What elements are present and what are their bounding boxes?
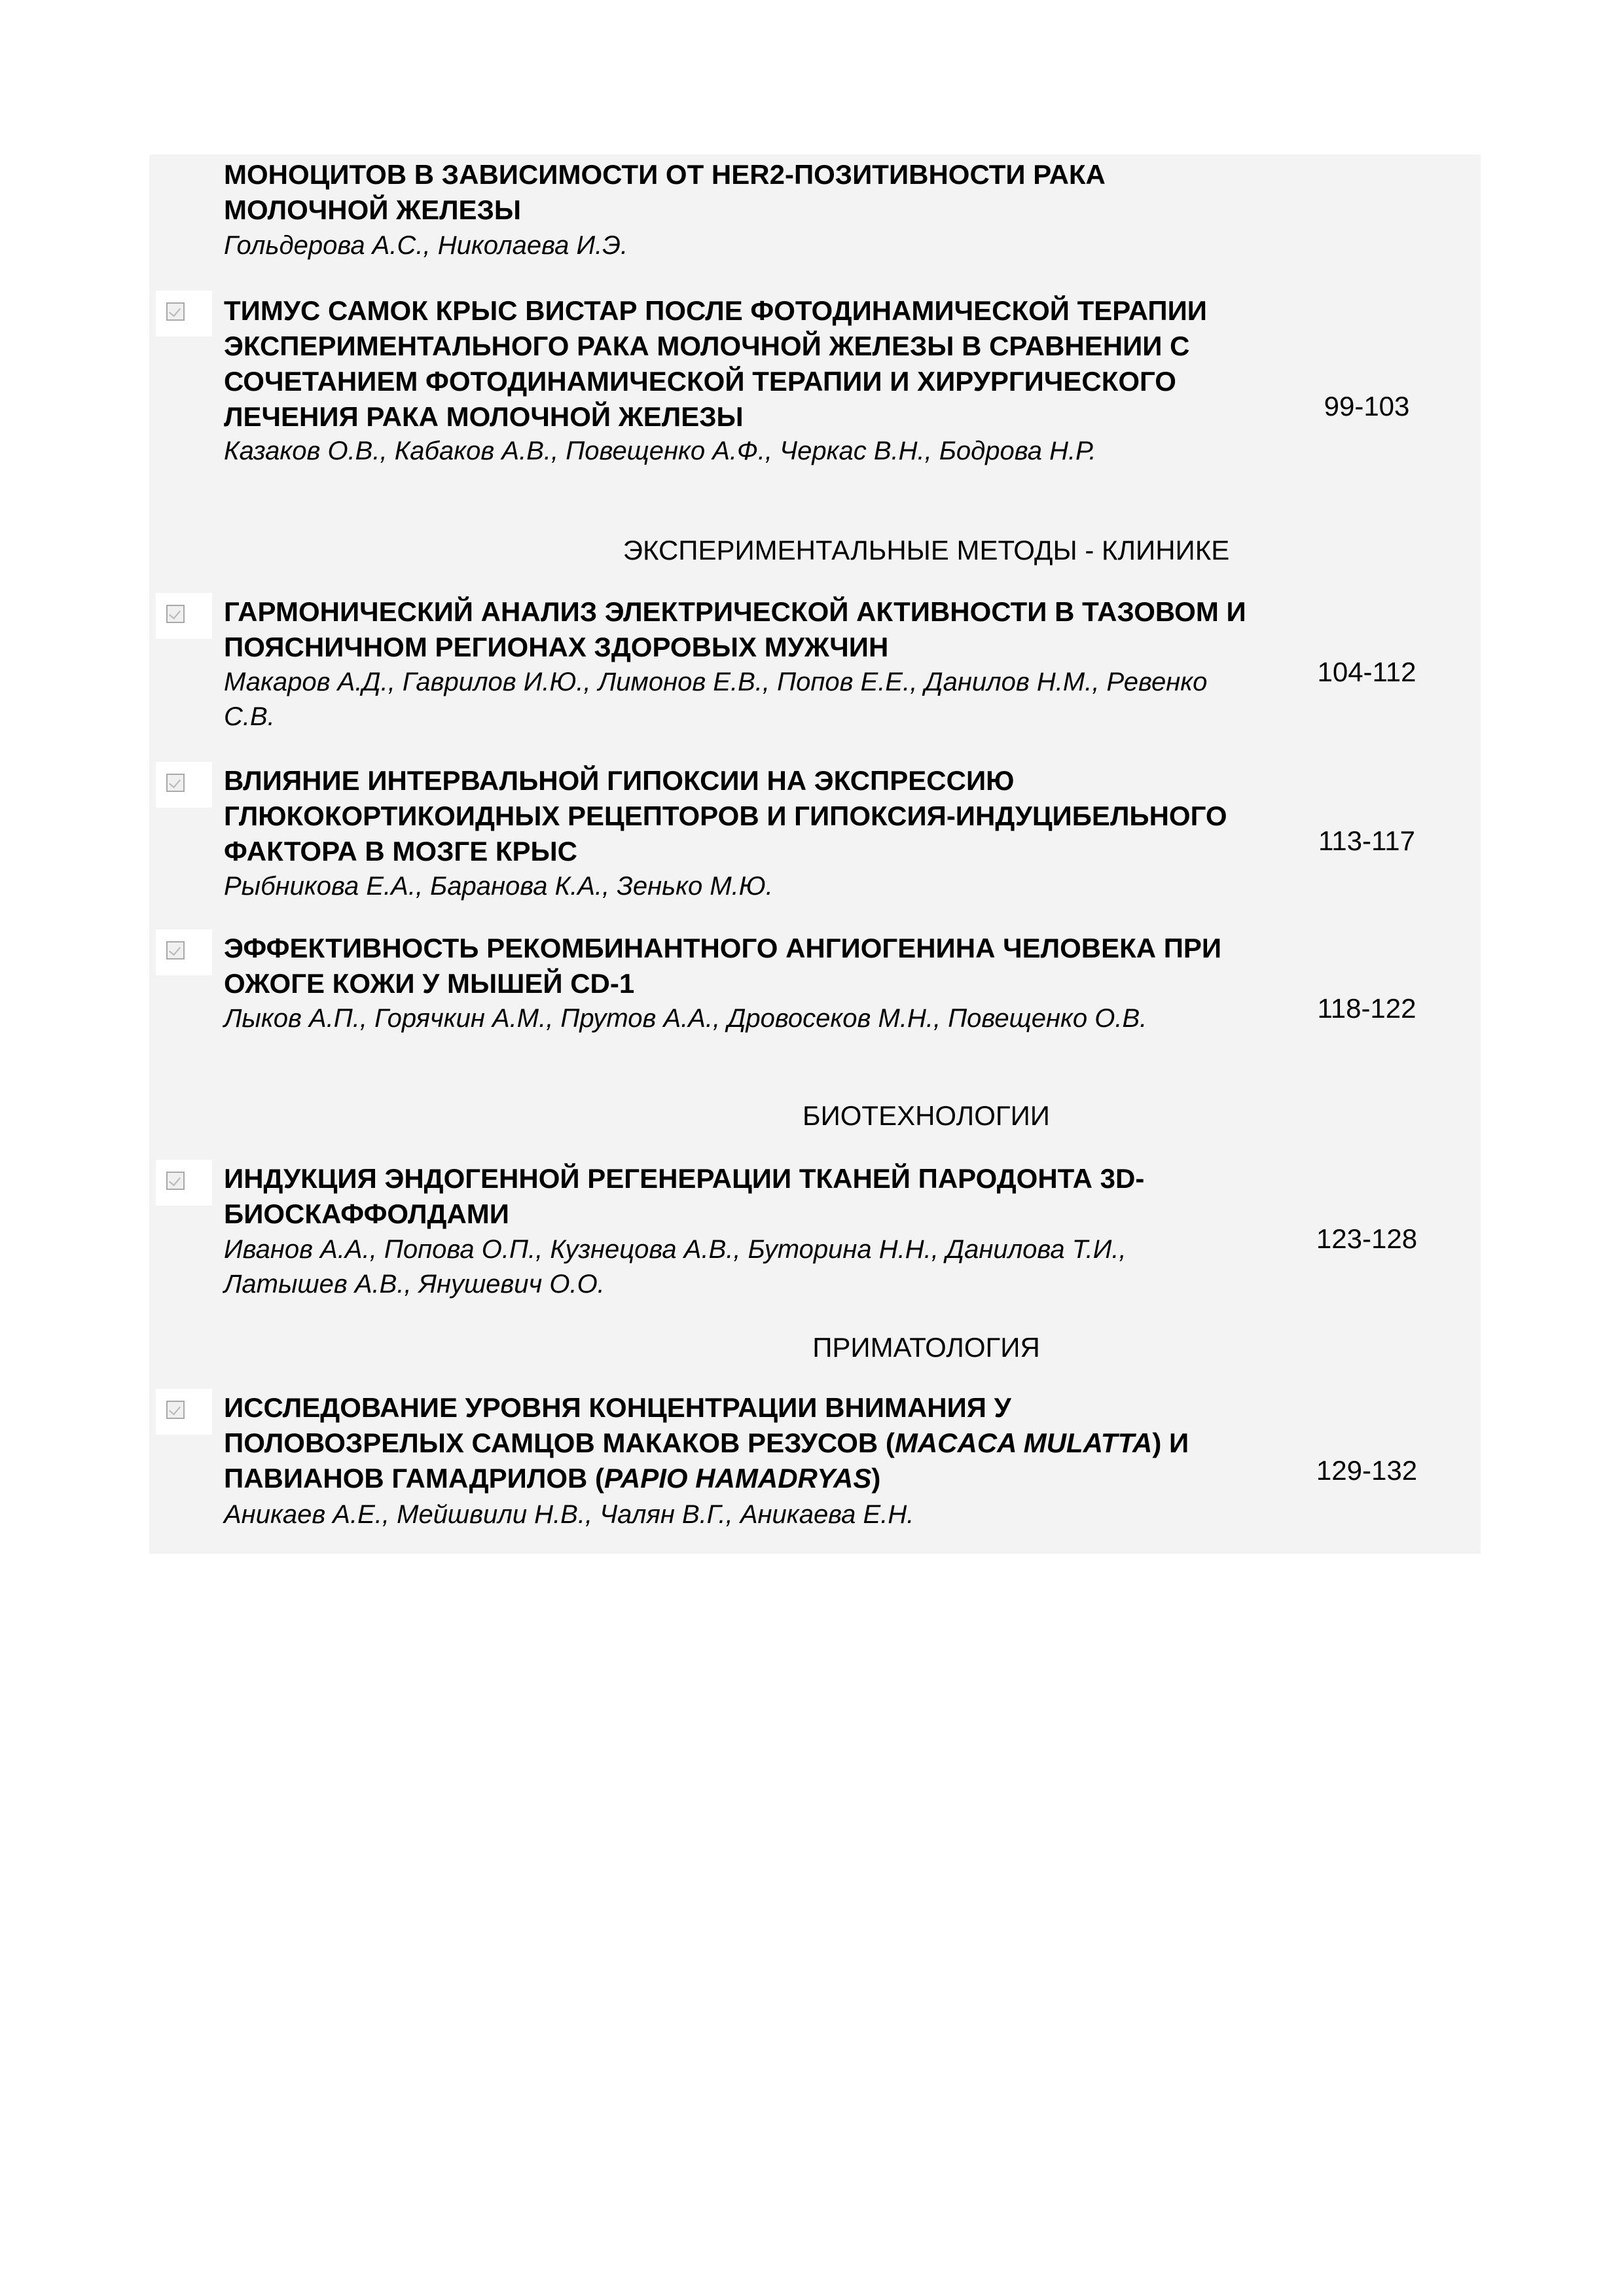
page-range: 129-132	[1316, 1455, 1418, 1486]
table-of-contents	[149, 154, 1481, 1554]
article-title[interactable]: ИССЛЕДОВАНИЕ УРОВНЯ КОНЦЕНТРАЦИИ ВНИМАНИЯ У ПОЛОВОЗРЕЛЫХ САМЦОВ МАКАКОВ РЕЗУСОВ (MACACA MULATTA) И ПАВИАНОВ ГАМАДРИЛОВ (PAPIO HAMADRYAS)	[224, 1392, 1189, 1494]
select-checkbox[interactable]	[156, 1389, 212, 1435]
article-title: МОНОЦИТОВ В ЗАВИСИМОСТИ ОТ HER2-ПОЗИТИВНОСТИ РАКА МОЛОЧНОЙ ЖЕЛЕЗЫ	[224, 159, 1106, 225]
checkbox-icon	[166, 941, 185, 960]
section-heading: ПРИМАТОЛОГИЯ	[812, 1332, 1040, 1363]
article-title[interactable]: ГАРМОНИЧЕСКИЙ АНАЛИЗ ЭЛЕКТРИЧЕСКОЙ АКТИВНОСТИ В ТАЗОВОМ И ПОЯСНИЧНОМ РЕГИОНАХ ЗДОРОВЫХ МУЖЧИН	[224, 596, 1246, 662]
section-heading: БИОТЕХНОЛОГИИ	[803, 1100, 1050, 1131]
section-heading: ЭКСПЕРИМЕНТАЛЬНЫЕ МЕТОДЫ - КЛИНИКЕ	[623, 535, 1230, 565]
page-range: 104-112	[1317, 656, 1416, 687]
page-range: 99-103	[1324, 391, 1410, 422]
checkbox-icon	[166, 774, 185, 792]
article-authors: Лыков А.П., Горячкин А.М., Прутов А.А., Дровосеков М.Н., Повещенко О.В.	[224, 1004, 1147, 1033]
article-title[interactable]: ЭФФЕКТИВНОСТЬ РЕКОМБИНАНТНОГО АНГИОГЕНИНА ЧЕЛОВЕКА ПРИ ОЖОГЕ КОЖИ У МЫШЕЙ CD-1	[224, 933, 1222, 999]
checkbox-icon	[166, 302, 185, 321]
article-title[interactable]: ВЛИЯНИЕ ИНТЕРВАЛЬНОЙ ГИПОКСИИ НА ЭКСПРЕССИЮ ГЛЮКОКОРТИКОИДНЫХ РЕЦЕПТОРОВ И ГИПОКСИЯ-ИНДУЦИБЕЛЬНОГО ФАКТОРА В МОЗГЕ КРЫС	[224, 765, 1227, 867]
article-authors: Иванов А.А., Попова О.П., Кузнецова А.В., Буторина Н.Н., Данилова Т.И., Латышев А.В., Янушевич О.О.	[224, 1235, 1127, 1299]
checkbox-icon	[166, 1172, 185, 1190]
page-range: 113-117	[1318, 825, 1415, 856]
article-authors: Макаров А.Д., Гаврилов И.Ю., Лимонов Е.В., Попов Е.Е., Данилов Н.М., Ревенко С.В.	[224, 668, 1208, 731]
select-checkbox[interactable]	[156, 762, 212, 808]
article-authors: Казаков О.В., Кабаков А.В., Повещенко А.Ф., Черкас В.Н., Бодрова Н.Р.	[224, 437, 1096, 465]
select-checkbox[interactable]	[156, 291, 212, 336]
select-checkbox[interactable]	[156, 929, 212, 975]
article-title[interactable]: ТИМУС САМОК КРЫС ВИСТАР ПОСЛЕ ФОТОДИНАМИЧЕСКОЙ ТЕРАПИИ ЭКСПЕРИМЕНТАЛЬНОГО РАКА МОЛОЧНОЙ ЖЕЛЕЗЫ В СРАВНЕНИИ С СОЧЕТАНИЕМ ФОТОДИНАМИЧЕСКОЙ ТЕРАПИИ И ХИРУРГИЧЕСКОГО ЛЕЧЕНИЯ РАКА МОЛОЧНОЙ ЖЕЛЕЗЫ	[224, 295, 1207, 432]
page-range: 123-128	[1316, 1223, 1418, 1254]
checkbox-icon	[166, 605, 185, 623]
article-authors: Рыбникова Е.А., Баранова К.А., Зенько М.Ю.	[224, 872, 773, 901]
select-checkbox[interactable]	[156, 593, 212, 639]
page-range: 118-122	[1317, 993, 1416, 1024]
article-authors: Гольдерова А.С., Николаева И.Э.	[224, 231, 628, 260]
select-checkbox[interactable]	[156, 1160, 212, 1206]
checkbox-icon	[166, 1401, 185, 1419]
article-authors: Аникаев А.Е., Мейшвили Н.В., Чалян В.Г., Аникаева Е.Н.	[224, 1500, 914, 1529]
article-title[interactable]: ИНДУКЦИЯ ЭНДОГЕННОЙ РЕГЕНЕРАЦИИ ТКАНЕЙ ПАРОДОНТА 3D-БИОСКАФФОЛДАМИ	[224, 1163, 1145, 1229]
